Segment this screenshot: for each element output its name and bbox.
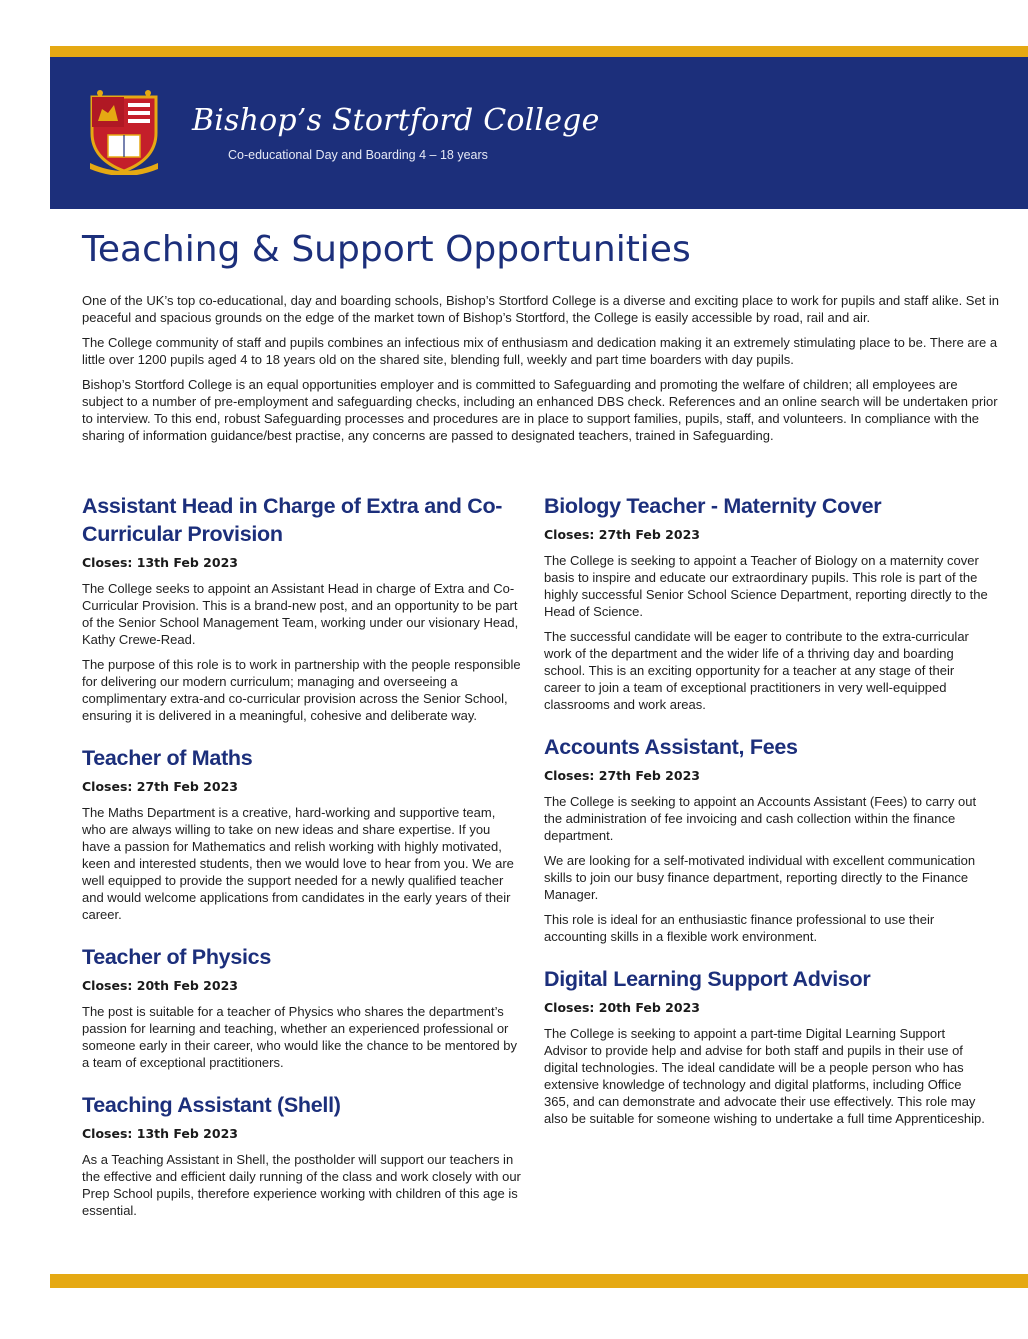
job-title: Teaching Assistant (Shell): [82, 1093, 341, 1117]
jobs-column-left: [82, 492, 522, 1239]
job-title: Teacher of Maths: [82, 746, 253, 770]
job-teacher-of-maths: [82, 744, 522, 923]
job-description: The Maths Department is a creative, hard-working and supportive team, who are always willing to take on new ideas and share expertise. If you have a passion for Mathematics and relish working with highly motivated, keen and interested students, then we would love to hear from you. We are well equipped to provide the support needed for a newly qualified teacher and would welcome applications from candidates in the early years of their career.: [82, 805, 514, 922]
jobs-column-right: [544, 492, 990, 1147]
job-description: The successful candidate will be eager to contribute to the extra-curricular work of the department and the wider life of a thriving day and boarding school. This is an exciting opportunity for a teacher at any stage of their career to join a team of exceptional practitioners in very well-equipped classrooms and work areas.: [544, 629, 969, 712]
job-teaching-assistant-shell: [82, 1091, 522, 1219]
job-title: Teacher of Physics: [82, 945, 271, 969]
intro-paragraph: The College community of staff and pupils combines an infectious mix of enthusiasm and dedication making it an extremely stimulating place to be. There are a little over 1200 pupils aged 4 to 18 years old on the shared site, blending full, weekly and part time boarders with day pupils.: [82, 335, 998, 367]
job-title: Assistant Head in Charge of Extra and Co-Curricular Provision: [82, 494, 503, 546]
job-digital-learning-advisor: [544, 965, 990, 1127]
college-tagline: Co-educational Day and Boarding 4 – 18 years: [228, 148, 488, 162]
job-description: The College is seeking to appoint a part-time Digital Learning Support Advisor to provide help and advise for both staff and pupils in their use of digital technologies. The ideal candidate will be a people person who has extensive knowledge of technology and digital platforms, including Office 365, and can demonstrate and advocate their use effectively. This role may also be suitable for someone wishing to undertake a full time Apprenticeship.: [544, 1026, 985, 1126]
top-gold-stripe: [50, 46, 1028, 57]
header-banner: [50, 57, 1028, 209]
job-closing-date: Closes: 20th Feb 2023: [82, 978, 238, 993]
job-closing-date: Closes: 27th Feb 2023: [544, 527, 700, 542]
job-teacher-of-physics: [82, 943, 522, 1071]
job-biology-teacher: [544, 492, 990, 713]
intro-section: [82, 292, 1002, 452]
job-title: Biology Teacher - Maternity Cover: [544, 494, 882, 518]
job-description: We are looking for a self-motivated individual with excellent communication skills to join our busy finance department, reporting directly to the Finance Manager.: [544, 853, 976, 902]
job-title: Accounts Assistant, Fees: [544, 735, 798, 759]
job-description: The College is seeking to appoint an Accounts Assistant (Fees) to carry out the administration of fee invoicing and cash collection within the finance department.: [544, 794, 977, 843]
job-description: The College seeks to appoint an Assistant Head in charge of Extra and Co-Curricular Provision. This is a brand-new post, and an opportunity to be part of the Senior School Management Team, working under our visionary Head, Kathy Crewe-Read.: [82, 581, 519, 647]
intro-paragraph: One of the UK’s top co-educational, day and boarding schools, Bishop’s Stortford College is a diverse and exciting place to work for pupils and staff alike. Set in peaceful and spacious grounds on the edge of the market town of Bishop’s Stortford, the College is easily accessible by road, rail and air.: [82, 293, 1000, 325]
job-description: The purpose of this role is to work in partnership with the people responsible for delivering our modern curriculum; managing and overseeing a complimentary extra-and co-curricular provision across the Senior School, ensuring it is delivered in a meaningful, cohesive and deliberate way.: [82, 657, 521, 723]
job-description: As a Teaching Assistant in Shell, the postholder will support our teachers in the effective and efficient daily running of the class and work closely with our Prep School pupils, therefore experience working with children of this age is essential.: [82, 1152, 521, 1218]
bottom-gold-stripe: [50, 1274, 1028, 1288]
job-description: The post is suitable for a teacher of Physics who shares the department’s passion for learning and teaching, whether an experienced professional or someone early in their career, who would like the chance to be mentored by a team of exceptional practitioners.: [82, 1004, 518, 1070]
college-crest-icon: [86, 87, 162, 175]
job-closing-date: Closes: 27th Feb 2023: [82, 779, 238, 794]
job-description: The College is seeking to appoint a Teacher of Biology on a maternity cover basis to inspire and educate our extraordinary pupils. This role is part of the highly successful Senior School Science Department, reporting directly to the Head of Science.: [544, 553, 988, 619]
intro-paragraph: Bishop’s Stortford College is an equal opportunities employer and is committed to Safeguarding and promoting the welfare of children; all employees are subject to a number of pre-employment and safeguarding checks, including an enhanced DBS check. References and an online search will be undertaken prior to interview. To this end, robust Safeguarding processes and procedures are in place to support families, pupils, staff, and volunteers. In compliance with the sharing of information guidance/best practise, any concerns are passed to designated teachers, trained in Safeguarding.: [82, 377, 998, 443]
job-closing-date: Closes: 27th Feb 2023: [544, 768, 700, 783]
job-closing-date: Closes: 13th Feb 2023: [82, 555, 238, 570]
page-title: Teaching & Support Opportunities: [82, 229, 691, 270]
job-closing-date: Closes: 13th Feb 2023: [82, 1126, 238, 1141]
job-title: Digital Learning Support Advisor: [544, 967, 871, 991]
job-description: This role is ideal for an enthusiastic finance professional to use their accounting skills in a flexible work environment.: [544, 912, 935, 944]
college-name: Bishop’s Stortford College: [192, 103, 600, 138]
job-assistant-head: [82, 492, 522, 724]
job-accounts-assistant: [544, 733, 990, 945]
job-closing-date: Closes: 20th Feb 2023: [544, 1000, 700, 1015]
